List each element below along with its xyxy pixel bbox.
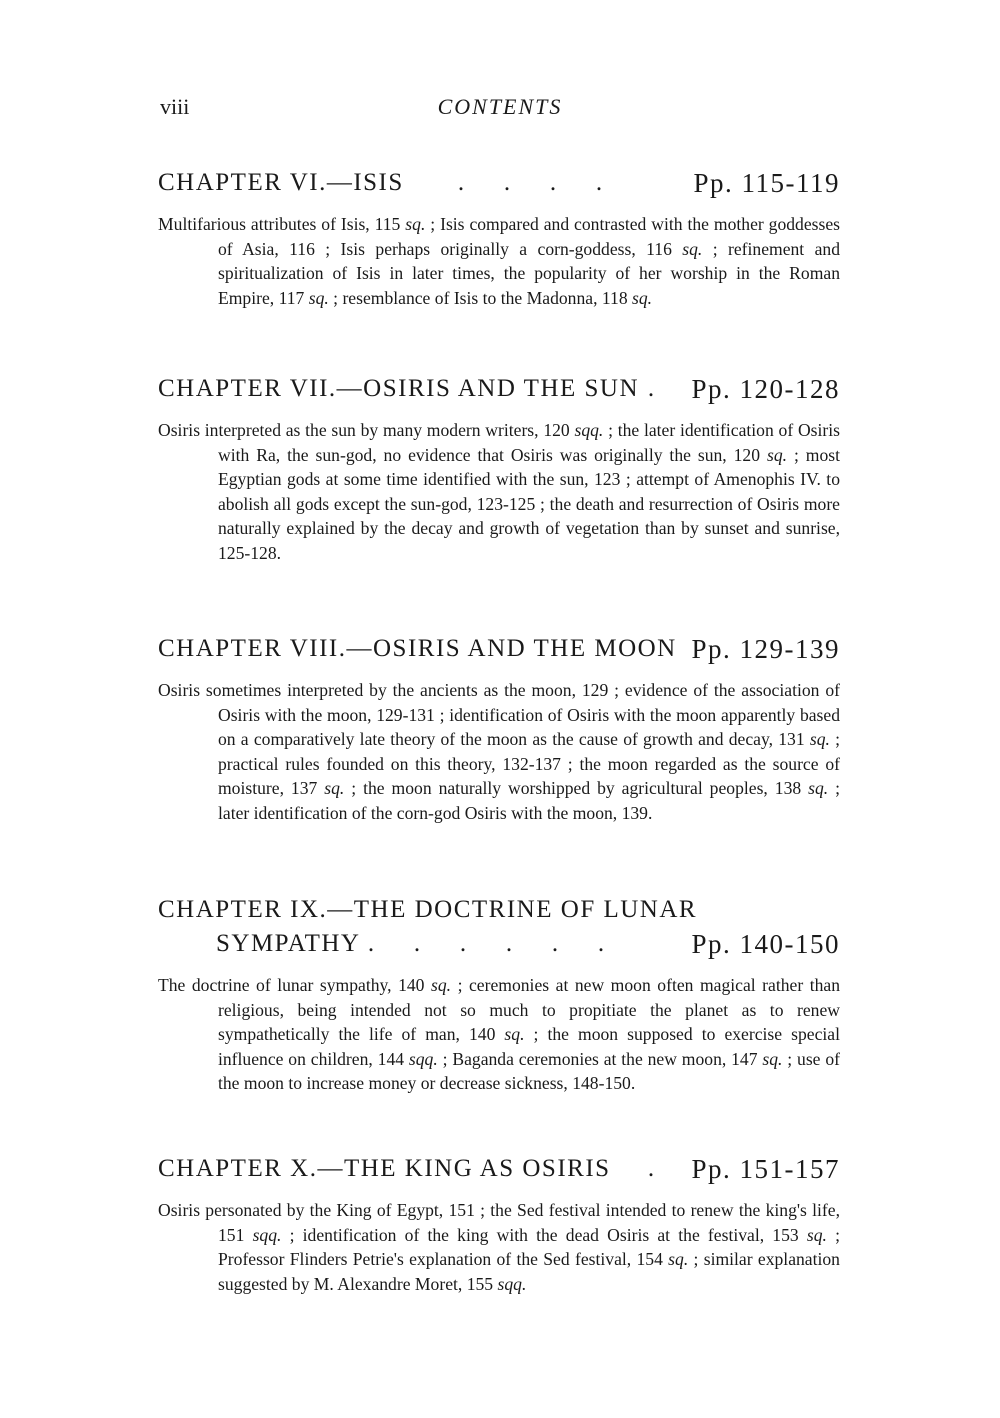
latin-abbrev: sqq.	[497, 1273, 527, 1294]
latin-abbrev: sq.	[766, 444, 788, 465]
chapter-title-line2: SYMPATHY	[216, 930, 361, 957]
latin-abbrev: sqq.	[408, 1048, 438, 1069]
chapter-heading	[158, 632, 840, 666]
chapter-title-line2-row	[158, 927, 840, 961]
chapter-summary: The doctrine of lunar sympathy, 140 sq. ; ceremonies at new moon often magical rather than religious, being intended not so much to propitiate the planet as to renew sympathetically the life of man, 140 sq. ; the moon supposed to exercise special influence on children, 144 sqq. ; Baganda ceremonies at the new moon, 147 sq. ; use of the moon to increase money or decrease sickness, 148-150.	[158, 975, 840, 1094]
chapter-title: CHAPTER VIII.—OSIRIS AND THE MOON	[158, 635, 677, 662]
chapter-heading	[158, 893, 840, 961]
latin-abbrev: sq.	[682, 238, 703, 259]
page-number: viii	[160, 94, 190, 119]
chapter-summary: Osiris sometimes interpreted by the ancients as the moon, 129 ; evidence of the association of Osiris with the moon, 129-131 ; identification of Osiris with the moon apparently based on a comparatively late theory of the moon as the cause of growth and decay, 131 sq. ; practical rules founded on this theory, 132-137 ; the moon regarded as the source of moisture, 137 sq. ; the moon naturally worshipped by agricultural peoples, 138 sq. ; later identification of the corn-god Osiris with the moon, 139.	[158, 680, 841, 823]
latin-abbrev: sq.	[809, 729, 830, 750]
chapter-pages: Pp. 129-139	[691, 634, 840, 664]
running-head: CONTENTS	[437, 94, 563, 119]
chapter-pages: Pp. 115-119	[693, 168, 840, 198]
latin-abbrev: sq.	[308, 287, 329, 308]
latin-abbrev: sq.	[405, 214, 426, 234]
latin-abbrev: sq.	[808, 778, 829, 799]
latin-abbrev: sq.	[504, 1024, 525, 1045]
chapter-summary: Osiris personated by the King of Egypt, 151 ; the Sed festival intended to renew the king's life, 151 sqq. ; identification of the king with the dead Osiris at the festival, 153 sq. ; Professor Flinders Petrie's explanation of the Sed festival, 154 sq. ; similar explanation suggested by M. Alexandre Moret, 155 sqq.	[158, 1200, 840, 1294]
chapter-entry	[158, 166, 840, 310]
chapter-pages: Pp. 151-157	[691, 1154, 840, 1184]
chapter-entry	[158, 632, 840, 826]
leader-dots: .	[647, 375, 655, 402]
chapter-heading	[158, 1152, 840, 1186]
chapter-summary: Multifarious attributes of Isis, 115 sq. ; Isis compared and contrasted with the mother goddesses of Asia, 116 ; Isis perhaps originally a corn-goddess, 116 sq. ; refinement and spiritualization of Isis in later times, the popularity of her worship in the Roman Empire, 117 sq. ; resemblance of Isis to the Madonna, 118 sq.	[158, 214, 841, 308]
chapter-title: CHAPTER X.—THE KING AS OSIRIS	[158, 1155, 611, 1182]
chapter-heading	[158, 372, 840, 406]
chapter-entry	[158, 372, 840, 566]
chapter-pages: Pp. 140-150	[691, 929, 840, 959]
latin-abbrev: sq.	[668, 1249, 689, 1270]
latin-abbrev: sq.	[324, 778, 345, 799]
chapter-heading	[158, 166, 840, 200]
chapter-title: CHAPTER VI.—ISIS	[158, 169, 404, 196]
chapter-entry	[158, 893, 840, 1096]
chapter-entry	[158, 1152, 840, 1296]
chapter-title: CHAPTER VII.—OSIRIS AND THE SUN	[158, 375, 640, 402]
latin-abbrev: sqq.	[574, 420, 604, 440]
latin-abbrev: sqq.	[252, 1224, 282, 1245]
leader-dots: .	[647, 1155, 655, 1182]
leader-dots: . . . . . .	[367, 930, 605, 957]
latin-abbrev: sq.	[806, 1224, 827, 1245]
latin-abbrev: sq.	[762, 1048, 783, 1069]
leader-dots: . . . .	[457, 169, 603, 196]
chapter-pages: Pp. 120-128	[691, 374, 840, 404]
chapter-title-line1: CHAPTER IX.—THE DOCTRINE OF LUNAR	[158, 896, 698, 923]
latin-abbrev: sq.	[431, 975, 452, 995]
latin-abbrev: sq.	[632, 287, 653, 308]
chapter-summary: Osiris interpreted as the sun by many modern writers, 120 sqq. ; the later identification of Osiris with Ra, the sun-god, no evidence that Osiris was originally the sun, 120 sq. ; most Egyptian gods at some time identified with the sun, 123 ; attempt of Amenophis IV. to abolish all gods except the sun-god, 123-125 ; the death and resurrection of Osiris more naturally explained by the decay and growth of vegetation than by sunset and sunrise, 125-128.	[158, 420, 840, 563]
